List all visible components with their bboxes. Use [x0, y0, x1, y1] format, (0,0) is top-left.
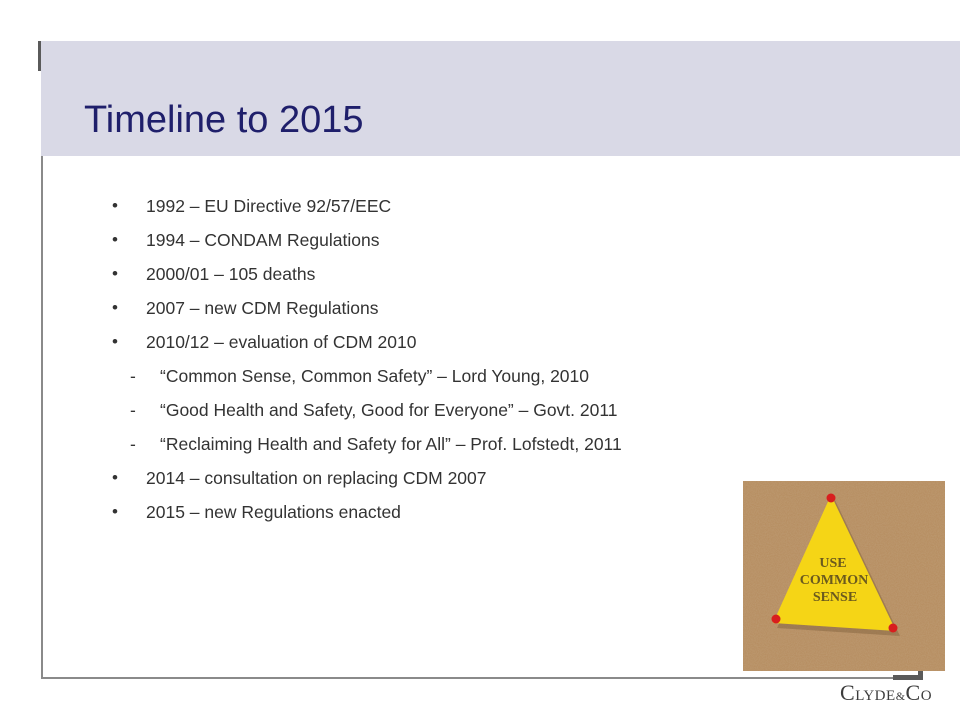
- clyde-co-logo: CLYDE&CO: [840, 680, 933, 705]
- list-item: [110, 332, 735, 352]
- bullet-icon: •: [112, 468, 118, 487]
- dash-icon: -: [130, 366, 136, 386]
- sub-list-item: [86, 400, 734, 420]
- bullet-icon: •: [112, 502, 118, 521]
- pin-icon: [889, 624, 898, 633]
- pin-icon: [772, 615, 781, 624]
- list-item-text: 2015 – new Regulations enacted: [146, 502, 401, 522]
- sub-list-item-text: “Good Health and Safety, Good for Everyone” – Govt. 2011: [160, 400, 618, 420]
- list-item: [110, 468, 735, 488]
- bullet-icon: •: [112, 196, 118, 215]
- list-item: [110, 502, 735, 522]
- list-item-text: 2014 – consultation on replacing CDM 2007: [146, 468, 487, 488]
- dash-icon: -: [130, 400, 136, 420]
- list-item-text: 1994 – CONDAM Regulations: [146, 230, 380, 250]
- dash-icon: -: [130, 434, 136, 454]
- pin-icon: [827, 494, 836, 503]
- frame-bottom-line: [41, 677, 921, 679]
- timeline-list: [110, 196, 735, 536]
- bullet-icon: •: [112, 230, 118, 249]
- sign-text-line-1: USE: [819, 556, 847, 571]
- list-item-text: 2010/12 – evaluation of CDM 2010: [146, 332, 417, 352]
- common-sense-photo: [743, 481, 945, 671]
- bullet-icon: •: [112, 264, 118, 283]
- sub-list-item: [86, 366, 734, 386]
- list-item: [110, 196, 735, 216]
- sub-list-item-text: “Common Sense, Common Safety” – Lord Young, 2010: [160, 366, 589, 386]
- list-item-text: 1992 – EU Directive 92/57/EEC: [146, 196, 392, 216]
- list-item: [110, 264, 735, 284]
- list-item-text: 2000/01 – 105 deaths: [146, 264, 316, 284]
- list-item: [110, 230, 735, 250]
- corkboard-sign-image: [743, 481, 945, 671]
- sign-text-line-3: SENSE: [812, 590, 858, 605]
- list-item: [110, 298, 735, 318]
- slide-title: Timeline to 2015: [84, 99, 364, 141]
- sub-list-item: [86, 434, 734, 454]
- list-item-text: 2007 – new CDM Regulations: [146, 298, 379, 318]
- bullet-icon: •: [112, 332, 118, 351]
- sign-text-line-2: COMMON: [799, 573, 869, 588]
- bullet-icon: •: [112, 298, 118, 317]
- sub-list-item-text: “Reclaiming Health and Safety for All” – Prof. Lofstedt, 2011: [160, 434, 622, 454]
